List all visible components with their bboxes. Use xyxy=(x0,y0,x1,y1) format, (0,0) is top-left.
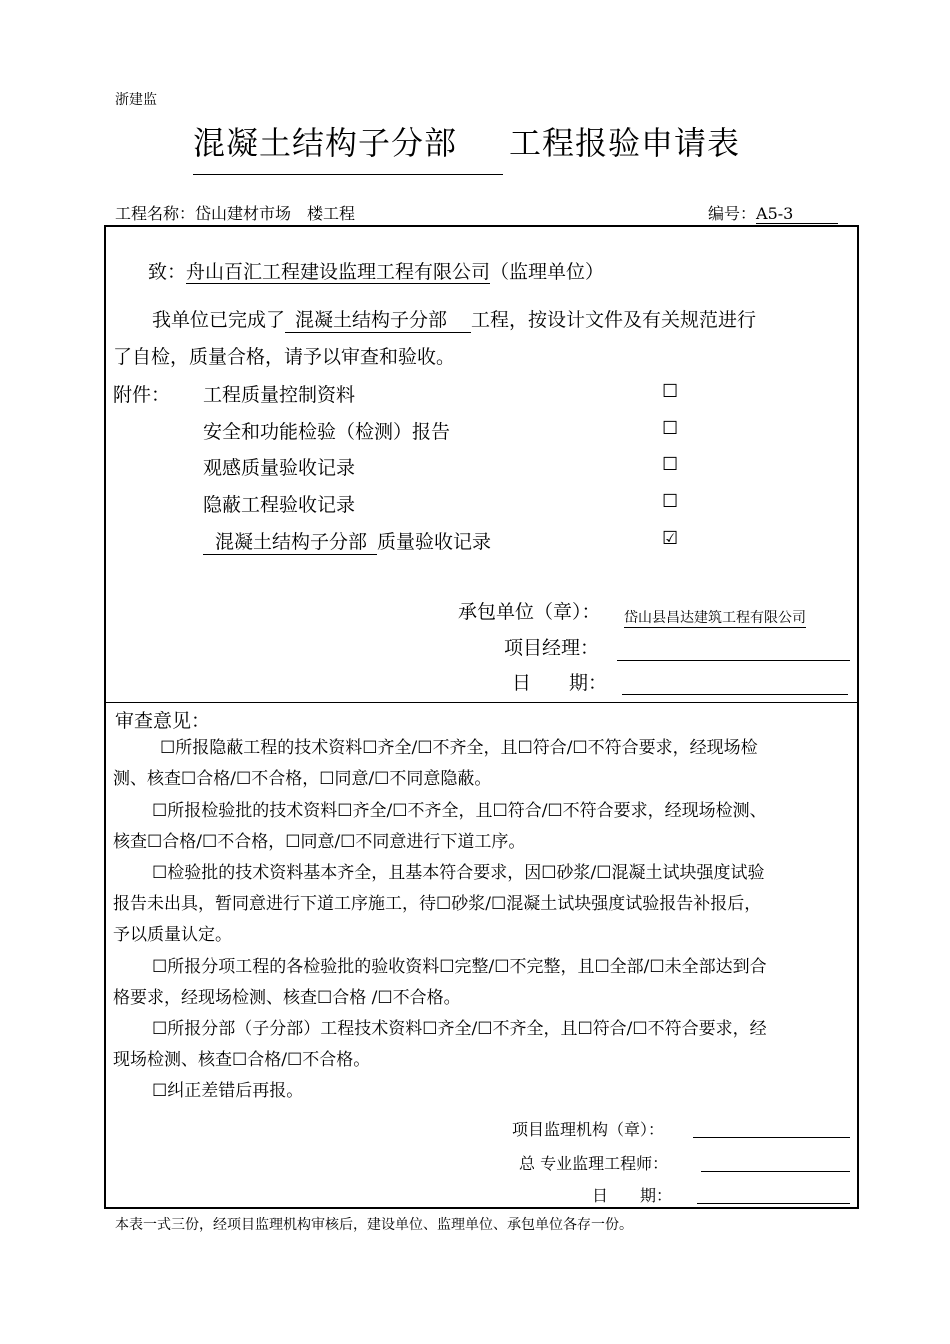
subdivision-name: 混凝土结构子分部 xyxy=(203,527,377,555)
review-date-blank[interactable] xyxy=(697,1203,850,1204)
form-title xyxy=(193,118,740,175)
review-option-3-line2: 报告未出具，暂同意进行下道工序施工，待☐砂浆/☐混凝土试块强度试验报告补报后， xyxy=(113,894,762,914)
review-option-4-line2: 格要求，经现场检测、核查☐合格 /☐不合格。 xyxy=(113,988,461,1008)
subdivision-record-label: 质量验收记录 xyxy=(377,531,492,553)
attachment-checkbox-checked[interactable]: ☑ xyxy=(662,528,679,549)
chief-engineer-label: 总 专业监理工程师： xyxy=(519,1154,669,1173)
title-form-name: 工程报验申请表 xyxy=(509,124,741,162)
contractor-date-label: 日 期： xyxy=(512,672,608,694)
form-number-label: 编号： xyxy=(708,204,757,223)
attachment-item: 安全和功能检验（检测）报告 xyxy=(203,421,451,443)
contractor-label: 承包单位（章）： xyxy=(458,601,601,623)
attachment-checkbox[interactable]: ☐ xyxy=(662,381,679,402)
review-option-5-line1: ☐所报分部（子分部）工程技术资料☐齐全/☐不齐全，且☐符合/☐不符合要求，经 xyxy=(152,1019,767,1039)
review-option-1-line2: 测、核查☐合格/☐不合格，☐同意/☐不同意隐蔽。 xyxy=(113,769,492,789)
attachment-item-subdivision xyxy=(203,527,491,555)
project-name-value: 岱山建材市场 楼工程 xyxy=(195,204,356,223)
attachment-item: 工程质量控制资料 xyxy=(203,384,356,406)
addressee-suffix: （监理单位） xyxy=(490,261,605,283)
project-manager-label: 项目经理： xyxy=(504,637,600,659)
supervision-org-label: 项目监理机构（章）： xyxy=(512,1120,665,1139)
review-option-2-line2: 核查☐合格/☐不合格，☐同意/☐不同意进行下道工序。 xyxy=(113,832,526,852)
attachment-checkbox[interactable]: ☐ xyxy=(662,454,679,475)
completion-suffix: 工程，按设计文件及有关规范进行 xyxy=(471,309,757,331)
completion-statement-line2: 了自检，质量合格，请予以审查和验收。 xyxy=(113,346,456,368)
attachment-item: 观感质量验收记录 xyxy=(203,457,356,479)
attachment-item: 隐蔽工程验收记录 xyxy=(203,494,356,516)
project-manager-blank[interactable] xyxy=(617,660,850,661)
review-option-5-line2: 现场检测、核查☐合格/☐不合格。 xyxy=(113,1050,371,1070)
title-subject: 混凝土结构子分部 xyxy=(193,118,503,175)
review-option-4-line1: ☐所报分项工程的各检验批的验收资料☐完整/☐不完整，且☐全部/☐未全部达到合 xyxy=(152,957,767,977)
review-option-1-line1: ☐所报隐蔽工程的技术资料☐齐全/☐不齐全，且☐符合/☐不符合要求，经现场检 xyxy=(160,738,758,758)
project-name-label: 工程名称： xyxy=(115,204,196,223)
addressee-row xyxy=(148,257,604,284)
footer-note: 本表一式三份，经项目监理机构审核后，建设单位、监理单位、承包单位各存一份。 xyxy=(115,1217,633,1233)
section-divider xyxy=(104,702,859,703)
addressee-value: 舟山百汇工程建设监理工程有限公司 xyxy=(186,261,491,283)
completion-statement xyxy=(152,305,756,333)
supervision-org-blank[interactable] xyxy=(693,1137,850,1138)
project-name-row xyxy=(115,201,355,224)
addressee-label: 致： xyxy=(148,261,187,283)
attachments-label: 附件： xyxy=(113,384,171,406)
review-option-3-line3: 予以质量认定。 xyxy=(113,925,232,945)
review-option-6: ☐纠正差错后再报。 xyxy=(152,1081,304,1101)
attachment-checkbox[interactable]: ☐ xyxy=(662,418,679,439)
form-number-row xyxy=(708,201,838,224)
attachment-checkbox[interactable]: ☐ xyxy=(662,491,679,512)
review-option-3-line1: ☐检验批的技术资料基本齐全，且基本符合要求，因☐砂浆/☐混凝土试块强度试验 xyxy=(152,863,765,883)
form-number-value: A5-3 xyxy=(756,204,838,224)
completion-prefix: 我单位已完成了 xyxy=(152,309,286,331)
form-code: 浙建监 xyxy=(115,92,157,108)
completion-subject: 混凝土结构子分部 xyxy=(285,305,471,333)
review-title: 审查意见： xyxy=(115,710,211,732)
review-option-2-line1: ☐所报检验批的技术资料☐齐全/☐不齐全，且☐符合/☐不符合要求，经现场检测、 xyxy=(152,801,767,821)
contractor-date-blank[interactable] xyxy=(622,694,848,695)
review-date-label: 日 期： xyxy=(592,1186,673,1205)
chief-engineer-blank[interactable] xyxy=(701,1171,850,1172)
contractor-value: 岱山县昌达建筑工程有限公司 xyxy=(624,607,806,628)
